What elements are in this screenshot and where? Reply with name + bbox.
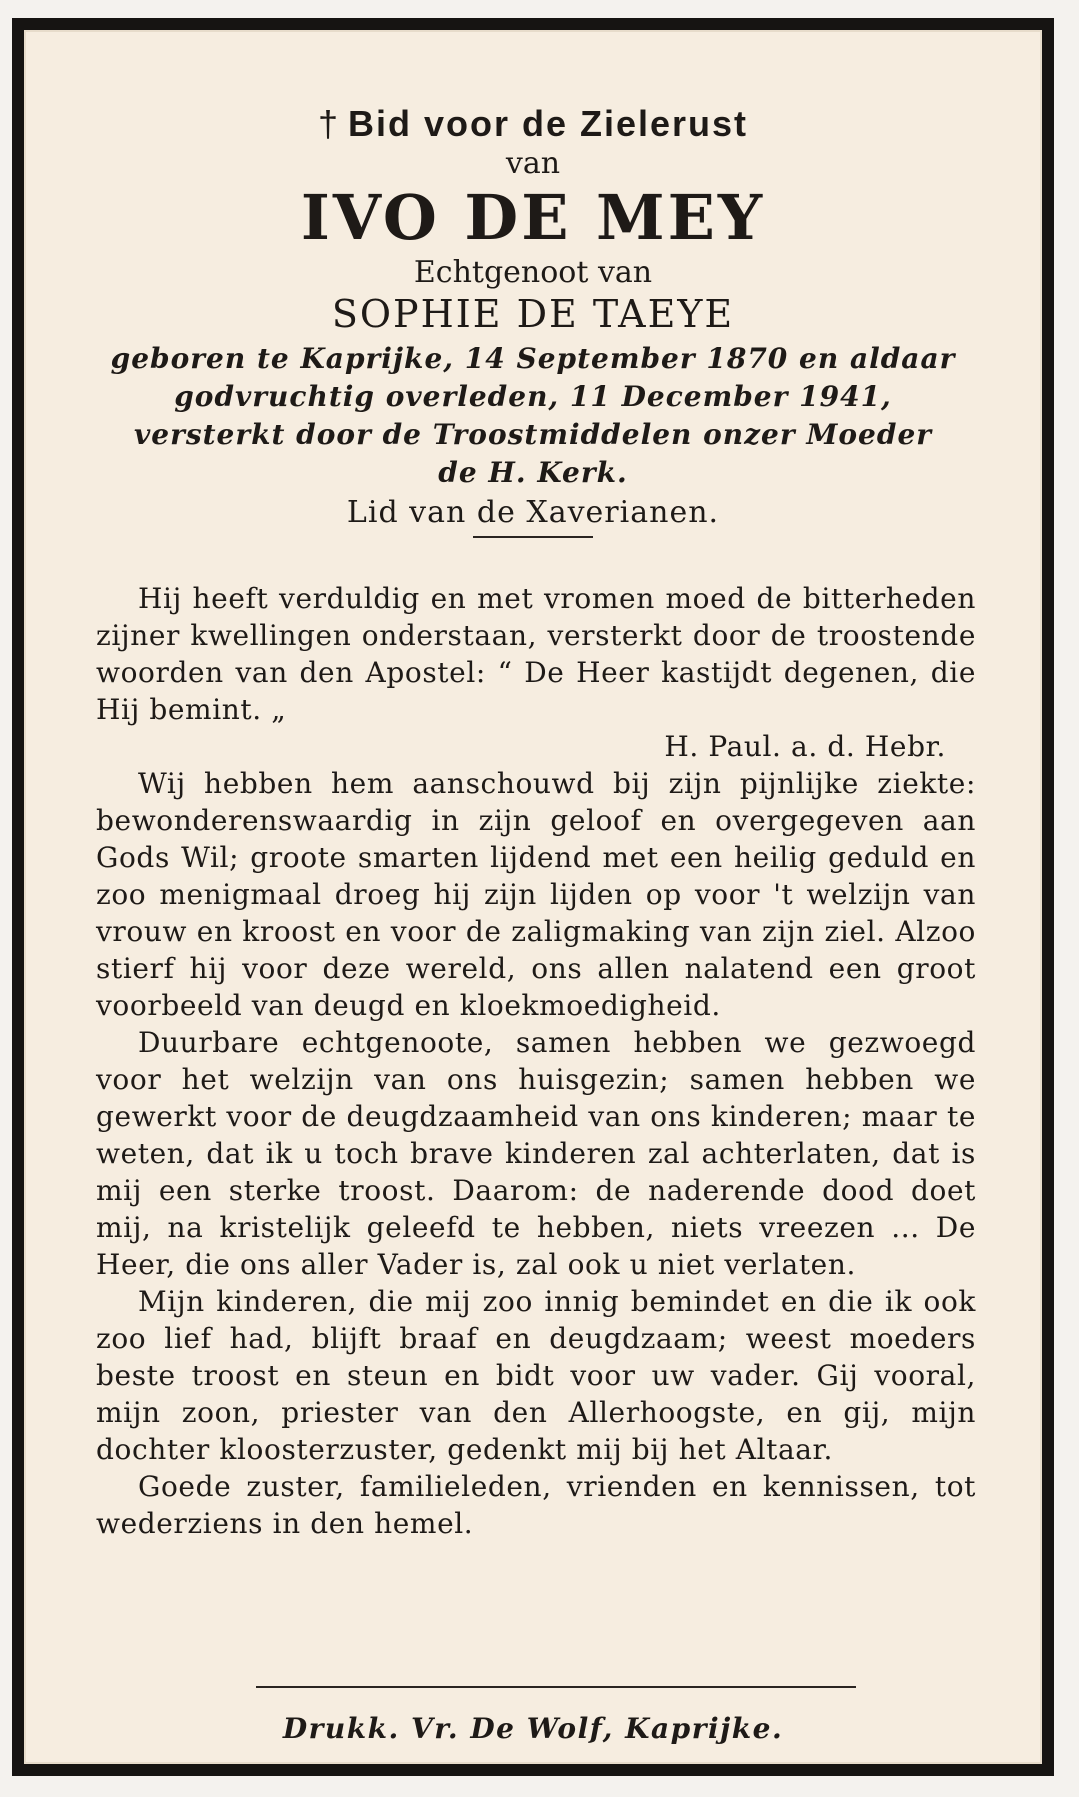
spouse-name: SOPHIE DE TAEYE	[331, 292, 735, 336]
birth-death-line: de H. Kerk.	[438, 456, 628, 489]
paragraph-1: Hij heeft verduldig en met vromen moed de bitterheden zijner kwellingen onderstaan, versterkt door de troostende woorden van den Apostel: “ De Heer kastijdt degenen, die Hij bemint. „	[96, 582, 976, 726]
birth-death-line: godvruchtig overleden, 11 December 1941,	[174, 380, 892, 413]
card-inner	[24, 30, 1042, 1764]
paragraph-5: Goede zuster, familieleden, vrienden en kennissen, tot wederziens in den hemel.	[96, 1470, 976, 1540]
paragraph-4: Mijn kinderen, die mij zoo innig bemindet en die ik ook zoo lief had, blijft braaf en deugdzaam; weest moeders beste troost en steun en bidt voor uw vader. Gij vooral, mijn zoon, priester van den Allerhoogste, en gij, mijn dochter kloosterzuster, gedenkt mij bij het Altaar.	[96, 1285, 976, 1466]
van-text: van	[505, 146, 561, 181]
prayer-text: Bid voor de Zielerust	[347, 103, 749, 144]
membership-text: Lid van de Xaverianen.	[346, 495, 720, 530]
deceased-name: IVO DE MEY	[300, 181, 766, 254]
cross-icon: †	[317, 103, 340, 144]
paragraph-3: Duurbare echtgenoote, samen hebben we gezwoegd voor het welzijn van ons huisgezin; samen hebben we gewerkt voor de deugdzaamheid van ons kinderen; maar te weten, dat ik u toch brave kinderen zal achterlaten, dat is mij een sterke troost. Daarom: de naderende dood doet mij, na kristelijk geleefd te hebben, niets vreezen ... De Heer, die ons aller Vader is, zal ook u niet verlaten.	[96, 1026, 976, 1281]
scripture-source: H. Paul. a. d. Hebr.	[664, 730, 946, 763]
memorial-card	[12, 18, 1054, 1776]
header-divider	[473, 536, 593, 538]
birth-death-line: versterkt door de Troostmiddelen onzer Moeder	[133, 418, 933, 451]
card-header	[26, 102, 1040, 538]
footer-divider	[256, 1686, 856, 1688]
birth-death-line: geboren te Kaprijke, 14 September 1870 en aldaar	[110, 342, 956, 375]
card-body	[96, 580, 976, 1542]
printer-credit: Drukk. Vr. De Wolf, Kaprijke.	[282, 1712, 784, 1745]
birth-death-block	[53, 340, 1013, 492]
prayer-line	[26, 102, 1040, 146]
paragraph-2: Wij hebben hem aanschouwd bij zijn pijnlijke ziekte: bewonderenswaardig in zijn geloof en overgegeven aan Gods Wil; groote smarten lijdend met een heilig geduld en zoo menigmaal droeg hij zijn lijden op voor 't welzijn van vrouw en kroost en voor de zaligmaking van zijn ziel. Alzoo stierf hij voor deze wereld, ons allen nalatend een groot voorbeeld van deugd en kloekmoedigheid.	[96, 767, 976, 1022]
spouse-label: Echtgenoot van	[413, 255, 653, 290]
